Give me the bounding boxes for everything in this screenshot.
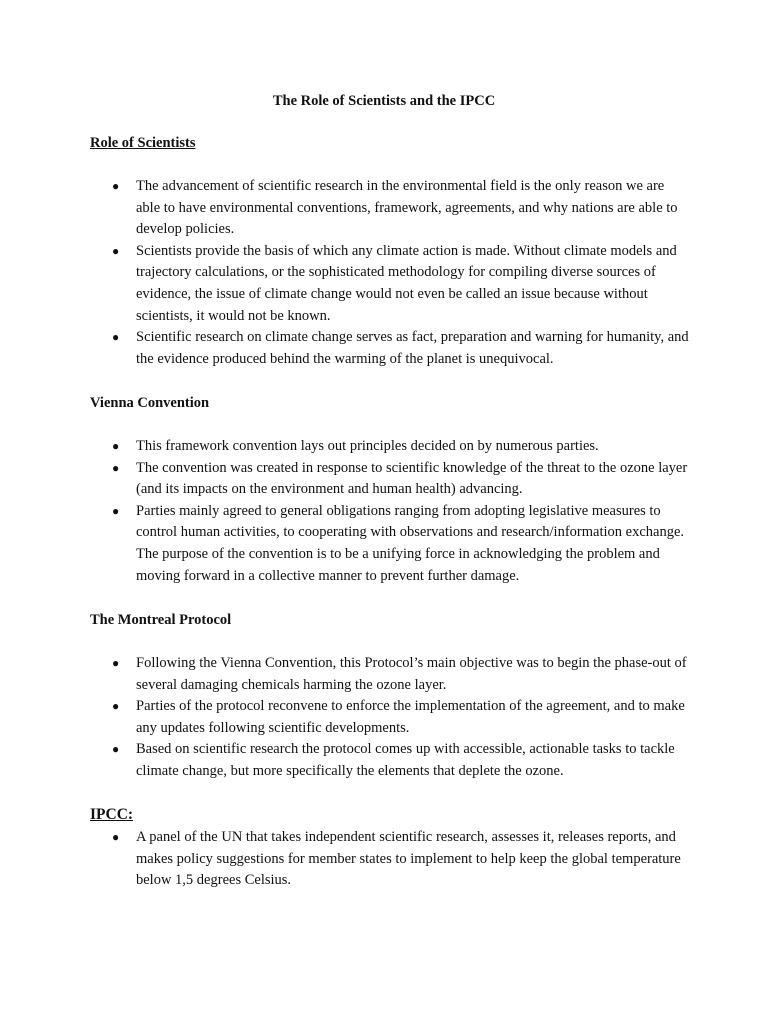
- section-heading-role-of-scientists: Role of Scientists: [90, 135, 196, 151]
- bullet-icon: ●: [112, 742, 120, 757]
- bullet-icon: ●: [112, 330, 120, 345]
- bullet-icon: ●: [112, 179, 120, 193]
- document-title: The Role of Scientists and the IPCC: [272, 93, 496, 109]
- bullet-icon: ●: [112, 439, 120, 453]
- list-item: ● Parties of the protocol reconvene to enforce the implementation of the agreement, and to make any updates following scientific developments.: [112, 698, 685, 736]
- bullet-icon: ●: [112, 699, 120, 714]
- list-item: ● A panel of the UN that takes independent scientific research, assesses it, releases reports, and makes policy suggestions for member states to implement to help keep the global temperature below 1,5 degrees Celsius.: [112, 829, 681, 889]
- list-item: ● Scientific research on climate change serves as fact, preparation and warning for humanity, and the evidence produced behind the warming of the planet is unequivocal.: [112, 329, 689, 367]
- list-item: ● Parties mainly agreed to general obligations ranging from adopting legislative measures to control human activities, to cooperating with observations and research/information exchange. The purpose of the convention is to be a unifying force in acknowledging the problem and moving forward in a collective manner to prevent further damage.: [112, 502, 685, 584]
- bullet-icon: ●: [112, 656, 120, 670]
- list-item: ● Based on scientific research the protocol comes up with accessible, actionable tasks to tackle climate change, but more specifically the elements that deplete the ozone.: [112, 741, 675, 779]
- bullet-list-montreal-protocol: [0, 653, 768, 783]
- bullet-list-vienna-convention: [0, 436, 768, 587]
- section-heading-vienna-convention: Vienna Convention: [90, 395, 210, 411]
- bullet-icon: ●: [112, 460, 120, 475]
- list-item: ● This framework convention lays out principles decided on by numerous parties.: [0, 436, 690, 458]
- list-item: ● Following the Vienna Convention, this Protocol’s main objective was to begin the phase-out of several damaging chemicals harming the ozone layer.: [112, 655, 687, 693]
- list-item: ● The convention was created in response to scientific knowledge of the threat to the ozone layer (and its impacts on the environment and human health) advancing.: [112, 459, 688, 498]
- bullet-icon: ●: [112, 243, 120, 258]
- bullet-list-role-of-scientists: [0, 176, 768, 370]
- bullet-icon: ●: [112, 830, 120, 844]
- list-item: ● Scientists provide the basis of which any climate action is made. Without climate models and trajectory calculations, or the sophisticated methodology for compiling diverse sources of evidence, the issue of climate change would not even be called an issue because without scientists, it would not be known.: [112, 242, 677, 324]
- section-heading-montreal-protocol: The Montreal Protocol: [90, 612, 232, 628]
- section-heading-ipcc: IPCC:: [90, 806, 134, 823]
- bullet-icon: ●: [112, 503, 120, 518]
- bullet-list-ipcc: [0, 827, 768, 892]
- list-item: ● The advancement of scientific research in the environmental field is the only reason we are able to have environmental conventions, framework, agreements, and why nations are able to develop policies.: [112, 178, 678, 238]
